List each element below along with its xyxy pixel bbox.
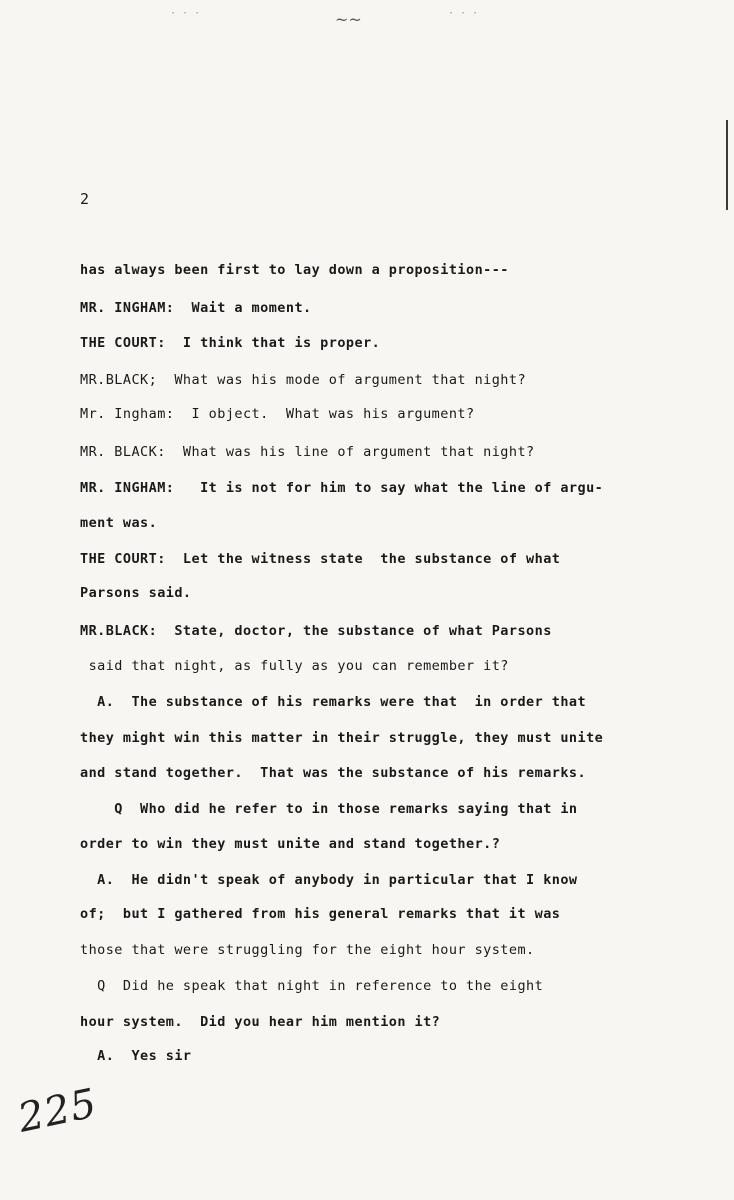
transcript-line: order to win they must unite and stand together.? [80, 836, 501, 852]
transcript-line: MR. INGHAM: Wait a moment. [80, 300, 312, 316]
handwritten-page-number: 225 [14, 1080, 102, 1142]
page-number: 2 [80, 190, 90, 208]
transcript-line: those that were struggling for the eight hour system. [80, 942, 535, 958]
scan-speck: · · · [448, 8, 479, 19]
transcript-line: THE COURT: I think that is proper. [80, 335, 381, 351]
top-pen-mark: ~~ [335, 10, 362, 29]
transcript-line: MR.BLACK: State, doctor, the substance of what Parsons [80, 623, 552, 639]
scan-edge-mark [726, 120, 728, 210]
transcript-line: THE COURT: Let the witness state the substance of what [80, 551, 561, 567]
transcript-line: of; but I gathered from his general remarks that it was [80, 906, 561, 922]
transcript-line: Parsons said. [80, 585, 192, 601]
transcript-line: MR. BLACK: What was his line of argument that night? [80, 444, 535, 460]
transcript-line: A. He didn't speak of anybody in particular that I know [80, 872, 578, 888]
transcript-line: Q Did he speak that night in reference to the eight [80, 978, 544, 994]
transcript-line: and stand together. That was the substance of his remarks. [80, 765, 587, 781]
transcript-line: has always been first to lay down a proposition--- [80, 262, 509, 278]
transcript-line: MR. INGHAM: It is not for him to say what the line of argu- [80, 480, 604, 496]
transcript-line: MR.BLACK; What was his mode of argument that night? [80, 372, 527, 388]
scan-speck: · · · [170, 8, 201, 19]
transcript-line: they might win this matter in their struggle, they must unite [80, 730, 604, 746]
transcript-line: Mr. Ingham: I object. What was his argument? [80, 406, 475, 422]
transcript-line: said that night, as fully as you can remember it? [80, 658, 509, 674]
transcript-line: ment was. [80, 515, 158, 531]
transcript-line: hour system. Did you hear him mention it? [80, 1014, 441, 1030]
transcript-line: A. Yes sir [80, 1048, 192, 1064]
transcript-line: Q Who did he refer to in those remarks saying that in [80, 801, 578, 817]
transcript-line: A. The substance of his remarks were that in order that [80, 694, 587, 710]
